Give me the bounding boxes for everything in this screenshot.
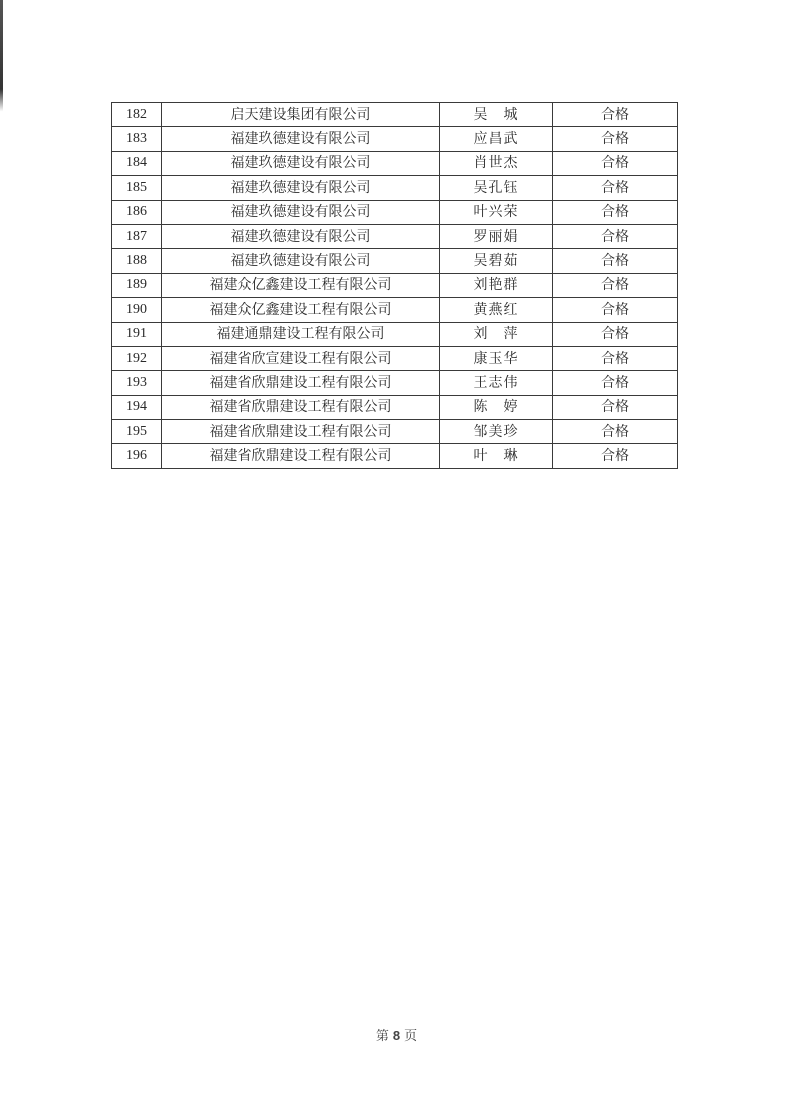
cell-result: 合格 (553, 200, 678, 224)
cell-name: 吴孔钰 (440, 176, 553, 200)
table-row (112, 273, 678, 297)
cell-name: 王志伟 (440, 371, 553, 395)
cell-result: 合格 (553, 103, 678, 127)
cell-result: 合格 (553, 371, 678, 395)
cell-name: 康玉华 (440, 346, 553, 370)
scan-edge (0, 0, 3, 1115)
cell-company: 福建省欣鼎建设工程有限公司 (162, 444, 440, 468)
cell-result: 合格 (553, 273, 678, 297)
cell-company: 启天建设集团有限公司 (162, 103, 440, 127)
cell-company: 福建众亿鑫建设工程有限公司 (162, 273, 440, 297)
cell-number: 191 (112, 322, 162, 346)
page-label-suffix: 页 (404, 1029, 418, 1044)
cell-result: 合格 (553, 322, 678, 346)
cell-number: 194 (112, 395, 162, 419)
cell-number: 185 (112, 176, 162, 200)
cell-result: 合格 (553, 127, 678, 151)
cell-name: 吴碧茹 (440, 249, 553, 273)
cell-company: 福建省欣鼎建设工程有限公司 (162, 371, 440, 395)
cell-company: 福建众亿鑫建设工程有限公司 (162, 298, 440, 322)
table-row (112, 322, 678, 346)
table-row (112, 249, 678, 273)
cell-result: 合格 (553, 176, 678, 200)
cell-number: 195 (112, 420, 162, 444)
table-row (112, 298, 678, 322)
cell-company: 福建通鼎建设工程有限公司 (162, 322, 440, 346)
cell-number: 196 (112, 444, 162, 468)
cell-company: 福建玖德建设有限公司 (162, 249, 440, 273)
cell-result: 合格 (553, 224, 678, 248)
table-row (112, 346, 678, 370)
cell-name: 吴 城 (440, 103, 553, 127)
cell-company: 福建省欣鼎建设工程有限公司 (162, 395, 440, 419)
page-footer (0, 1025, 793, 1044)
table-row (112, 444, 678, 468)
cell-number: 192 (112, 346, 162, 370)
cell-company: 福建玖德建设有限公司 (162, 200, 440, 224)
cell-company: 福建省欣宣建设工程有限公司 (162, 346, 440, 370)
cell-number: 193 (112, 371, 162, 395)
cell-company: 福建玖德建设有限公司 (162, 224, 440, 248)
cell-name: 刘 萍 (440, 322, 553, 346)
table-row (112, 127, 678, 151)
cell-company: 福建玖德建设有限公司 (162, 176, 440, 200)
cell-number: 187 (112, 224, 162, 248)
cell-name: 应昌武 (440, 127, 553, 151)
cell-company: 福建省欣鼎建设工程有限公司 (162, 420, 440, 444)
cell-number: 190 (112, 298, 162, 322)
table-body (112, 103, 678, 469)
cell-name: 黄燕红 (440, 298, 553, 322)
cell-result: 合格 (553, 420, 678, 444)
table-row (112, 103, 678, 127)
table-row (112, 151, 678, 175)
cell-result: 合格 (553, 151, 678, 175)
cell-number: 186 (112, 200, 162, 224)
table-row (112, 371, 678, 395)
cell-number: 189 (112, 273, 162, 297)
cell-name: 邹美珍 (440, 420, 553, 444)
cell-name: 陈 婷 (440, 395, 553, 419)
table-row (112, 224, 678, 248)
cell-number: 182 (112, 103, 162, 127)
cell-name: 刘艳群 (440, 273, 553, 297)
table-row (112, 176, 678, 200)
cell-result: 合格 (553, 395, 678, 419)
page-number: 8 (392, 1028, 401, 1043)
cell-company: 福建玖德建设有限公司 (162, 151, 440, 175)
cell-name: 叶 琳 (440, 444, 553, 468)
qualification-result-table (111, 102, 678, 469)
cell-name: 叶兴荣 (440, 200, 553, 224)
cell-number: 188 (112, 249, 162, 273)
table-row (112, 420, 678, 444)
cell-result: 合格 (553, 298, 678, 322)
cell-company: 福建玖德建设有限公司 (162, 127, 440, 151)
cell-name: 罗丽娟 (440, 224, 553, 248)
cell-result: 合格 (553, 249, 678, 273)
table-row (112, 395, 678, 419)
cell-name: 肖世杰 (440, 151, 553, 175)
cell-number: 183 (112, 127, 162, 151)
cell-result: 合格 (553, 444, 678, 468)
page-label-prefix: 第 (375, 1029, 389, 1044)
table-row (112, 200, 678, 224)
cell-number: 184 (112, 151, 162, 175)
cell-result: 合格 (553, 346, 678, 370)
